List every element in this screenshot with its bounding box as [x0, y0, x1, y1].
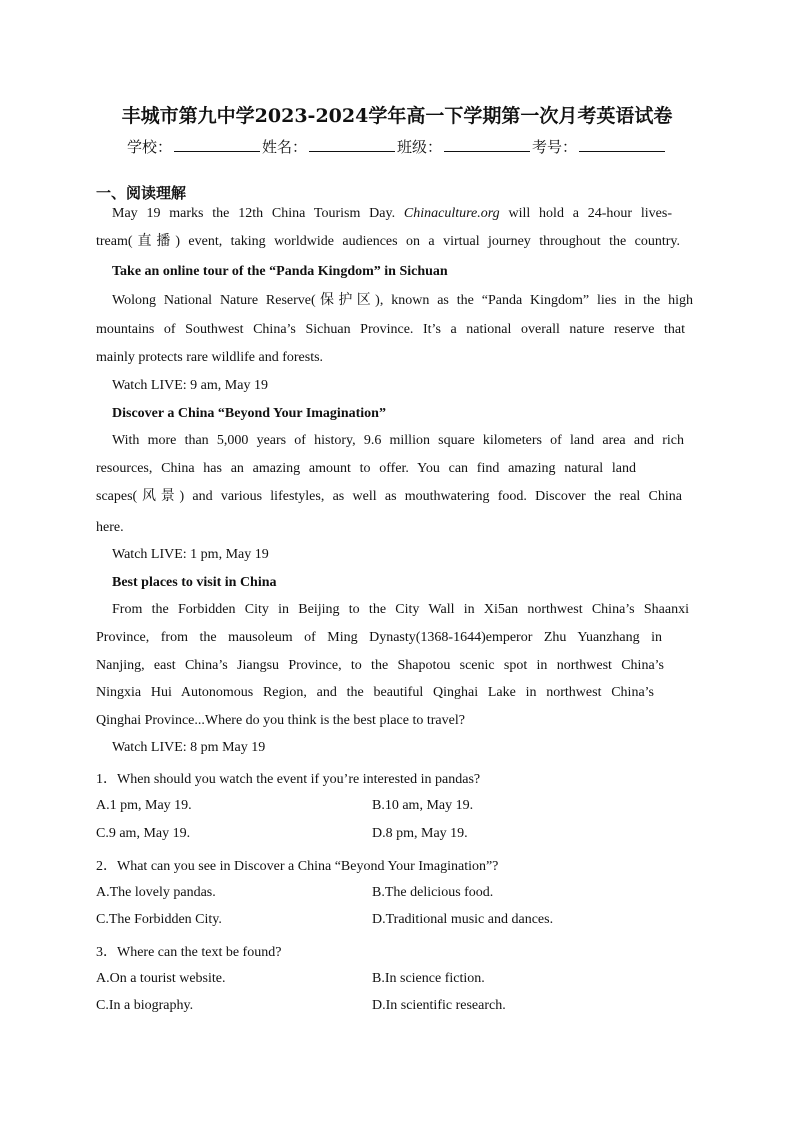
para1-line-2: mountains of Southwest China’s Sichuan Province. It’s a national overall nature reserve that — [96, 322, 685, 337]
para2-line-3: scapes(风景) and various lifestyles, as well as mouthwatering food. Discover the real China — [96, 489, 682, 504]
question-2-option-c[interactable]: C.The Forbidden City. — [96, 912, 222, 927]
heading-discover-china: Discover a China “Beyond Your Imagination” — [112, 406, 386, 421]
heading-best-places: Best places to visit in China — [112, 575, 277, 590]
school-label: 学校： — [126, 138, 172, 156]
para2-line-1: With more than 5,000 years of history, 9.6 million square kilometers of land area and rich — [112, 433, 684, 448]
exam-title: 丰城市第九中学2023-2024学年高一下学期第一次月考英语试卷 — [121, 105, 673, 127]
passage-intro-line-2: tream(直播) event, taking worldwide audiences on a virtual journey throughout the country. — [96, 234, 680, 249]
question-1-option-a[interactable]: A.1 pm, May 19. — [96, 798, 192, 813]
question-1-stem: 1．When should you watch the event if you’re interested in pandas? — [96, 772, 481, 787]
number-label: 考号： — [532, 138, 578, 156]
class-blank — [444, 137, 530, 152]
para2-line-2: resources, China has an amazing amount to offer. You can find amazing natural land — [96, 461, 636, 476]
intro-text-cont: will hold a 24-hour lives- — [499, 206, 673, 221]
para3-line-2: Province, from the mausoleum of Ming Dynasty(1368-1644)emperor Zhu Yuanzhang in — [96, 630, 662, 645]
para2-line-4: here. — [96, 520, 124, 535]
intro-text: May 19 marks the 12th China Tourism Day. — [112, 206, 404, 221]
name-blank — [309, 137, 395, 152]
question-3-stem: 3．Where can the text be found? — [96, 945, 282, 960]
question-1-option-c[interactable]: C.9 am, May 19. — [96, 826, 191, 841]
student-info-line — [0, 136, 794, 157]
school-blank — [174, 137, 260, 152]
para3-line-5: Qinghai Province...Where do you think is the best place to travel? — [96, 713, 465, 728]
question-2-option-b[interactable]: B.The delicious food. — [372, 885, 494, 900]
passage-intro-line-1 — [112, 205, 672, 223]
para3-line-3: Nanjing, east China’s Jiangsu Province, to the Shapotou scenic spot in northwest China’s — [96, 658, 664, 673]
name-label: 姓名： — [261, 138, 307, 156]
question-2-option-a[interactable]: A.The lovely pandas. — [96, 885, 216, 900]
para1-line-3: mainly protects rare wildlife and forests. — [96, 350, 324, 365]
question-2-stem: 2．What can you see in Discover a China “Beyond Your Imagination”? — [96, 859, 499, 874]
watch-live-1: Watch LIVE: 9 am, May 19 — [112, 378, 268, 393]
para1-line-1: Wolong National Nature Reserve(保护区), known as the “Panda Kingdom” lies in the high — [112, 293, 693, 308]
watch-live-3: Watch LIVE: 8 pm May 19 — [112, 740, 266, 755]
question-3-option-d[interactable]: D.In scientific research. — [372, 998, 506, 1013]
question-3-option-c[interactable]: C.In a biography. — [96, 998, 194, 1013]
watch-live-2: Watch LIVE: 1 pm, May 19 — [112, 547, 269, 562]
question-3-option-a[interactable]: A.On a tourist website. — [96, 971, 226, 986]
question-2-option-d[interactable]: D.Traditional music and dances. — [372, 912, 554, 927]
section-title: 一、阅读理解 — [96, 184, 187, 202]
number-blank — [579, 137, 665, 152]
class-label: 班级： — [397, 138, 443, 156]
para3-line-1: From the Forbidden City in Beijing to the City Wall in Xi5an northwest China’s Shaanxi — [112, 602, 689, 617]
para3-line-4: Ningxia Hui Autonomous Region, and the beautiful Qinghai Lake in northwest China’s — [96, 685, 654, 700]
site-name: Chinaculture.org — [403, 206, 500, 221]
heading-panda-kingdom: Take an online tour of the “Panda Kingdom” in Sichuan — [112, 264, 448, 279]
question-1-option-b[interactable]: B.10 am, May 19. — [372, 798, 474, 813]
question-3-option-b[interactable]: B.In science fiction. — [372, 971, 485, 986]
question-1-option-d[interactable]: D.8 pm, May 19. — [372, 826, 468, 841]
